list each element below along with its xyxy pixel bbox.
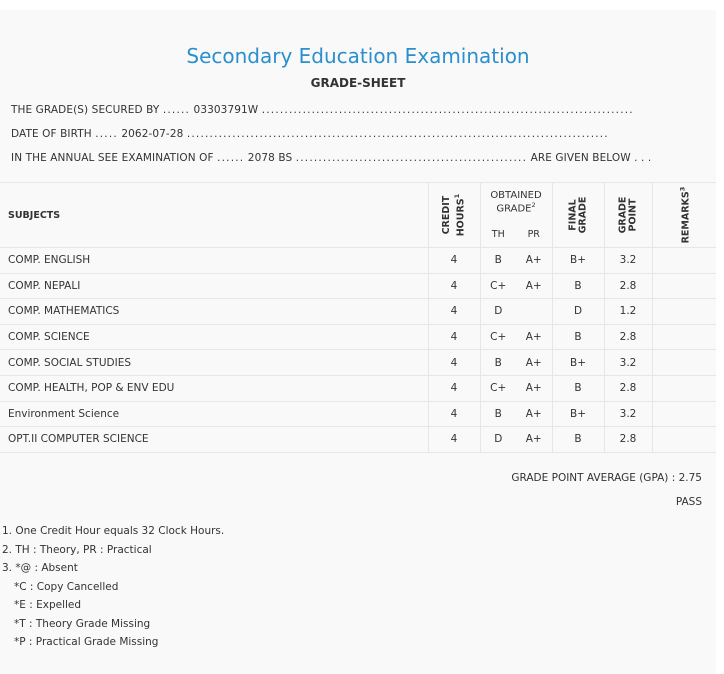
pr-cell: A+ (516, 401, 552, 427)
gpa-label: GRADE POINT AVERAGE (GPA) : (511, 472, 676, 484)
obtained-grade-header: OBTAINED GRADE$^2$ (480, 183, 552, 222)
remarks-cell (652, 324, 716, 350)
th-cell: B (480, 350, 516, 376)
credit-cell: 4 (428, 375, 480, 401)
pr-header: PR (516, 221, 552, 248)
remarks-cell (652, 427, 716, 453)
table-row (0, 324, 716, 350)
pr-cell: A+ (516, 273, 552, 299)
dob-trail: ............................................................................................. (186, 128, 609, 140)
pr-cell: A+ (516, 375, 552, 401)
th-header: TH (480, 221, 516, 248)
footnote: 2. TH : Theory, PR : Practical (2, 543, 152, 556)
th-cell: B (480, 248, 516, 274)
table-row (0, 375, 716, 401)
final-grade-header: FINAL GRADE (552, 183, 604, 248)
subject-cell: Environment Science (0, 401, 428, 427)
exam-dots: ...... (217, 152, 245, 164)
final-grade-cell: B+ (552, 248, 604, 274)
grade-secured-line (11, 104, 634, 116)
table-row (0, 401, 716, 427)
dob-dots: ..... (95, 128, 118, 140)
result-status: PASS (675, 496, 702, 508)
final-grade-cell: B+ (552, 350, 604, 376)
gpa-value: 2.75 (678, 472, 702, 484)
gpa-summary (511, 472, 702, 484)
grade-point-cell: 2.8 (604, 324, 652, 350)
grade-point-cell: 1.2 (604, 299, 652, 325)
grade-point-cell: 3.2 (604, 248, 652, 274)
dob-label: DATE OF BIRTH (11, 128, 92, 140)
grade-secured-label: THE GRADE(S) SECURED BY (11, 104, 160, 116)
footnote: *P : Practical Grade Missing (14, 636, 159, 648)
subject-cell: COMP. NEPALI (0, 273, 428, 299)
remarks-cell (652, 248, 716, 274)
page-subtitle: GRADE-SHEET (310, 76, 406, 90)
grade-point-header: GRADE POINT (604, 183, 652, 248)
grade-secured-dots: ...... (162, 104, 191, 116)
credit-cell: 4 (428, 401, 480, 427)
subject-cell: COMP. MATHEMATICS (0, 299, 428, 325)
subject-cell: OPT.II COMPUTER SCIENCE (0, 427, 428, 453)
remarks-cell (652, 273, 716, 299)
exam-suffix: ARE GIVEN BELOW . . . (530, 152, 652, 164)
table-row (0, 299, 716, 325)
page-title: Secondary Education Examination (186, 44, 530, 68)
pr-cell: A+ (516, 427, 552, 453)
table-row (0, 427, 716, 453)
subjects-header: SUBJECTS (0, 183, 428, 248)
table-row (0, 248, 716, 274)
footnote: *T : Theory Grade Missing (14, 617, 151, 630)
th-cell: C+ (480, 324, 516, 350)
remarks-header: REMARKS$^3$ (652, 183, 716, 248)
exam-trail: ................................................... (295, 152, 528, 164)
exam-label: IN THE ANNUAL SEE EXAMINATION OF (11, 152, 214, 164)
pr-cell: A+ (516, 324, 552, 350)
subject-cell: COMP. HEALTH, POP & ENV EDU (0, 375, 428, 401)
final-grade-cell: B (552, 375, 604, 401)
grades-table (0, 182, 716, 453)
final-grade-cell: B (552, 273, 604, 299)
exam-year: 2078 BS (247, 152, 293, 164)
th-cell: C+ (480, 273, 516, 299)
th-cell: C+ (480, 375, 516, 401)
footnote: 1. One Credit Hour equals 32 Clock Hours. (2, 525, 225, 537)
grade-point-cell: 3.2 (604, 350, 652, 376)
table-row (0, 273, 716, 299)
grade-secured-trail: .................................................................................. (261, 104, 634, 116)
credit-hours-header: CREDIT HOURS$^1$ (428, 183, 480, 248)
credit-cell: 4 (428, 248, 480, 274)
credit-cell: 4 (428, 299, 480, 325)
pr-cell: A+ (516, 350, 552, 376)
final-grade-cell: B (552, 427, 604, 453)
remarks-cell (652, 350, 716, 376)
exam-line (11, 152, 651, 164)
grade-point-cell: 2.8 (604, 273, 652, 299)
subject-cell: COMP. SCIENCE (0, 324, 428, 350)
footnote: 3. *@ : Absent (2, 562, 78, 574)
dob-line (11, 128, 609, 140)
remarks-cell (652, 375, 716, 401)
final-grade-cell: B+ (552, 401, 604, 427)
final-grade-cell: B (552, 324, 604, 350)
credit-cell: 4 (428, 273, 480, 299)
subject-cell: COMP. ENGLISH (0, 248, 428, 274)
pr-cell (516, 299, 552, 325)
grade-point-cell: 3.2 (604, 401, 652, 427)
th-cell: B (480, 401, 516, 427)
footnote: *C : Copy Cancelled (14, 580, 119, 593)
credit-cell: 4 (428, 427, 480, 453)
th-cell: D (480, 299, 516, 325)
footnote: *E : Expelled (14, 599, 82, 611)
pr-cell: A+ (516, 248, 552, 274)
remarks-cell (652, 401, 716, 427)
footnotes (2, 522, 224, 652)
grade-point-cell: 2.8 (604, 375, 652, 401)
subject-cell: COMP. SOCIAL STUDIES (0, 350, 428, 376)
grade-sheet (0, 10, 716, 674)
final-grade-cell: D (552, 299, 604, 325)
grade-point-cell: 2.8 (604, 427, 652, 453)
th-cell: D (480, 427, 516, 453)
credit-cell: 4 (428, 350, 480, 376)
table-row (0, 350, 716, 376)
credit-cell: 4 (428, 324, 480, 350)
symbol-number: 03303791W (193, 104, 259, 116)
remarks-cell (652, 299, 716, 325)
dob-value: 2062-07-28 (121, 128, 184, 140)
